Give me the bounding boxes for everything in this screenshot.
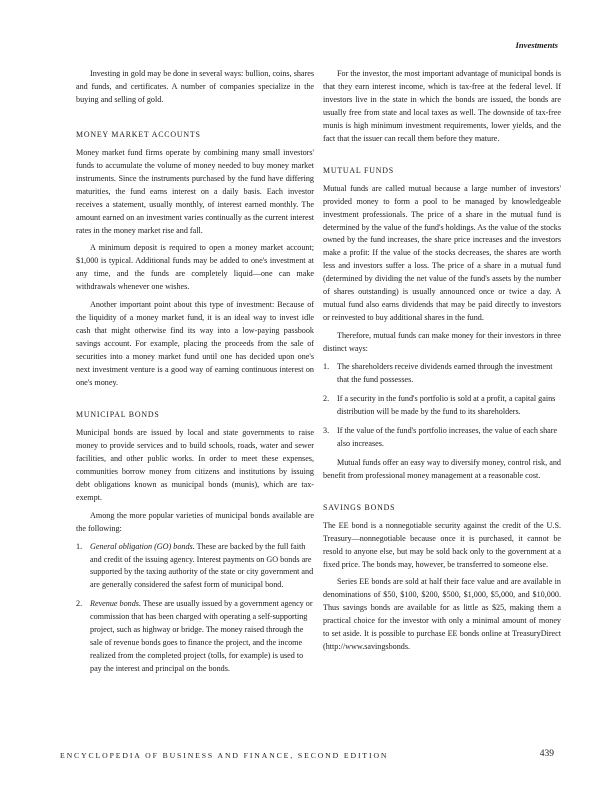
list-number: 2. xyxy=(323,393,330,403)
list-item xyxy=(76,598,314,676)
list-number: 2. xyxy=(76,599,83,609)
municipal-paragraph-1: Municipal bonds are issued by local and state governments to raise money to provide services and to build schools, roads, water and sewer facilities, and other public works. In order to meet these expenses, communities borrow money from citizens and institutions by issuing debt obligations known as municipal bonds (munis), which are tax-exempt. xyxy=(76,427,314,502)
mutual-funds-list xyxy=(323,361,561,451)
list-number: 1. xyxy=(76,541,83,551)
mutual-funds-closing: Mutual funds offer an easy way to diversify money, control risk, and benefit from professional money management at a reasonable cost. xyxy=(323,457,561,480)
running-head: Investments xyxy=(515,40,558,50)
list-text: The shareholders receive dividends earned through the investment that the fund possesses. xyxy=(337,362,553,385)
savings-bonds-heading: SAVINGS BONDS xyxy=(323,502,396,512)
money-market-paragraph-3: Another important point about this type of investment: Because of the liquidity of a money market fund, it is an ideal way to invest idle cash that might otherwise find its way into a low-paying passbook savings account. For example, placing the proceeds from the sale of securities into a money market fund until one has decided upon one's next investment venture is a good way of earning continuous interest on one's money. xyxy=(76,300,314,388)
right-column xyxy=(323,68,561,654)
list-number: 1. xyxy=(323,362,330,372)
list-text: If the value of the fund's portfolio increases, the value of each share also increases. xyxy=(337,425,558,448)
list-number: 3. xyxy=(323,425,330,435)
municipal-paragraph-2: Among the more popular varieties of municipal bonds available are the following: xyxy=(76,510,314,533)
footer-title: ENCYCLOPEDIA OF BUSINESS AND FINANCE, SECOND EDITION xyxy=(60,751,389,760)
gold-paragraph: Investing in gold may be done in several ways: bullion, coins, shares and funds, and certificates. A number of companies specialize in the buying and selling of gold. xyxy=(76,69,314,104)
list-text: These are usually issued by a government agency or commission that has been charged with operating a self-supporting project, such as highway or bridge. The money raised through the sale of revenue bonds goes to finance the project, and the income realized from the completed project (tolls, for example) is used to pay the interest and principal on the bonds. xyxy=(90,599,313,674)
left-column xyxy=(76,68,314,682)
list-term: Revenue bonds. xyxy=(90,599,141,609)
list-term: General obligation (GO) bonds. xyxy=(90,541,195,551)
list-text: If a security in the fund's portfolio is sold at a profit, a capital gains distribution will be made by the fund to its shareholders. xyxy=(337,393,556,416)
list-item xyxy=(323,361,561,387)
list-item xyxy=(323,393,561,419)
savings-bonds-paragraph-2: Series EE bonds are sold at half their face value and are available in denominations of $50, $100, $200, $500, $1,000, $5,000, and $10,000. Thus savings bonds are available for as little as $25, making them a practical choice for the investor with only a minimal amount of money to set aside. It is possible to purchase EE bonds online at TreasuryDirect (http://www.savingsbonds. xyxy=(323,577,561,652)
list-text: These are backed by the full faith and credit of the issuing agency. Interest payments on GO bonds are supported by the taxing authority of the state or city government and are generally considered the safest form of municipal bond. xyxy=(90,541,314,590)
municipal-bonds-heading: MUNICIPAL BONDS xyxy=(76,409,160,419)
money-market-paragraph-2: A minimum deposit is required to open a money market account; $1,000 is typical. Additional funds may be added to one's investment at any time, and the funds are completely liquid—one can make withdrawals whenever one wishes. xyxy=(76,243,314,292)
money-market-paragraph-1: Money market fund firms operate by combining many small investors' funds to accumulate the volume of money needed to buy money market instruments. Since the instruments purchased by the fund have differing maturities, the fund earns interest on a daily basis. Each investor receives a statement, usually monthly, of interest earned monthly. The amount earned on an investment varies continually as the current interest rates in the money market rise and fall. xyxy=(76,147,314,235)
savings-bonds-paragraph-1: The EE bond is a nonnegotiable security against the credit of the U.S. Treasury—nonnegotiable because once it is purchased, it cannot be resold to anyone else, but may be sold back only to the government at a fixed price. The bonds may, however, be transferred to someone else. xyxy=(323,520,561,569)
mutual-funds-heading: MUTUAL FUNDS xyxy=(323,165,394,175)
list-item xyxy=(323,425,561,451)
mutual-funds-paragraph-1: Mutual funds are called mutual because a large number of investors' provided money to form a pool to be managed by knowledgeable investment professionals. The price of a share in the mutual fund is determined by the value of the fund's holdings. As the value of the stocks owned by the fund increases, the share price increases and the investors make a profit: If the value of the stocks decreases, the shares are worth less and investors suffer a loss. The price of a share in a mutual fund (determined by dividing the net value of the fund's assets by the number of shares outstanding) is usually announced once or twice a day. A mutual fund also earns dividends that may be paid directly to investors or reinvested to buy additional shares in the fund. xyxy=(323,183,561,323)
mutual-funds-paragraph-2: Therefore, mutual funds can make money for their investors in three distinct ways: xyxy=(323,331,561,354)
municipal-bond-list xyxy=(76,541,314,677)
list-item xyxy=(76,541,314,593)
municipal-advantage-paragraph: For the investor, the most important advantage of municipal bonds is that they earn interest income, which is tax-free at the federal level. If investors live in the state in which the bonds are issued, the bonds are usually free from state and local taxes as well. The downside of tax-free munis is high minimum investment requirements, lower yields, and the fact that the issuer can recall them before they mature. xyxy=(323,69,561,143)
page-number: 439 xyxy=(539,749,554,759)
money-market-heading: MONEY MARKET ACCOUNTS xyxy=(76,129,201,139)
